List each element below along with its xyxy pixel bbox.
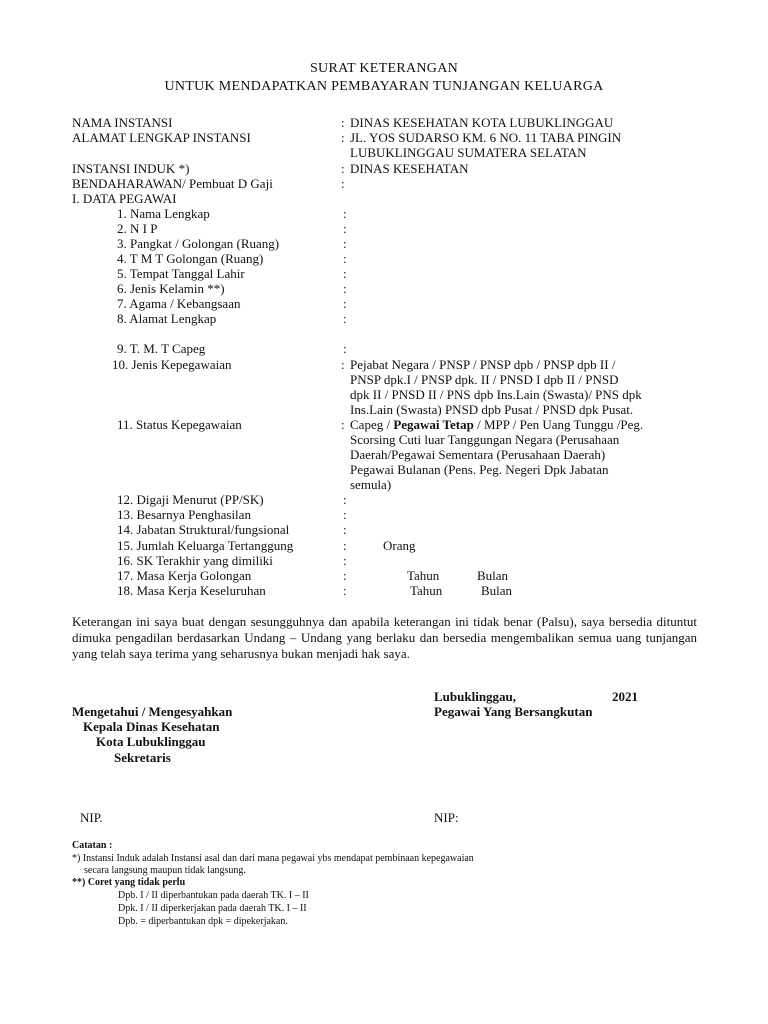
field-besarnya-penghasilan: 13. Besarnya Penghasilan — [117, 507, 251, 522]
field-jenis-kelamin: 6. Jenis Kelamin **) — [117, 281, 225, 296]
colon: : — [343, 583, 347, 598]
colon: : — [343, 206, 347, 221]
nip-right: NIP: — [434, 810, 459, 825]
field-tmt-golongan: 4. T M T Golongan (Ruang) — [117, 251, 264, 266]
doc-title: SURAT KETERANGAN — [309, 61, 459, 76]
colon: : — [341, 357, 345, 372]
colon: : — [343, 311, 347, 326]
field-digaji-menurut: 12. Digaji Menurut (PP/SK) — [117, 492, 264, 507]
colon: : — [343, 522, 347, 537]
colon: : — [343, 266, 347, 281]
colon: : — [343, 281, 347, 296]
jenis-kepegawaian-line3: dpk II / PNSD II / PNS dpb Ins.Lain (Swasta)/ PNS dpk — [350, 387, 642, 402]
field-ttl: 5. Tempat Tanggal Lahir — [117, 266, 245, 281]
value-nama-instansi: DINAS KESEHATAN KOTA LUBUKLINGGAU — [350, 115, 614, 130]
status-option-capeg: Capeg / — [350, 417, 394, 432]
signature-left-line3: Kota Lubuklinggau — [96, 734, 206, 749]
statement-paragraph: Keterangan ini saya buat dengan sesungguhnya dan apabila keterangan ini tidak benar (Palsu), saya bersedia dituntut dimuka pengadilan berdasarkan Undang – Undang yang berlaku dan bersedia mengembalikan semua uang tunjangan yang telah saya terima yang seharusnya bukan menjadi hak saya. — [72, 614, 697, 661]
value-alamat-line1: JL. YOS SUDARSO KM. 6 NO. 11 TABA PINGIN — [350, 130, 622, 145]
signature-left-line2: Kepala Dinas Kesehatan — [83, 719, 220, 734]
signature-left-line1: Mengetahui / Mengesyahkan — [72, 704, 233, 719]
colon: : — [341, 417, 345, 432]
colon: : — [343, 236, 347, 251]
value-alamat-line2: LUBUKLINGGAU SUMATERA SELATAN — [350, 145, 587, 160]
label-nama-instansi: NAMA INSTANSI — [72, 115, 173, 130]
jenis-kepegawaian-line4: Ins.Lain (Swasta) PNSD dpb Pusat / PNSD dpk Pusat. — [350, 402, 634, 417]
nip-left: NIP. — [80, 810, 103, 825]
colon: : — [343, 341, 347, 356]
status-kepegawaian-line1 — [350, 417, 643, 432]
section-data-pegawai: I. DATA PEGAWAI — [72, 191, 177, 206]
notes-item1: *) Instansi Induk adalah Instansi asal dan dari mana pegawai ybs mendapat pembinaan kepegawaian — [72, 853, 474, 864]
colon: : — [343, 507, 347, 522]
label-instansi-induk: INSTANSI INDUK *) — [72, 161, 190, 176]
label-bendaharawan: BENDAHARAWAN/ Pembuat D Gaji — [72, 176, 273, 191]
status-option-rest: / MPP / Pen Uang Tunggu /Peg. — [473, 417, 644, 432]
signature-right-line1: Pegawai Yang Bersangkutan — [434, 704, 593, 719]
notes-item5: Dpb. = diperbantukan dpk = dipekerjakan. — [118, 916, 288, 927]
status-option-pegawai-tetap: Pegawai Tetap — [393, 417, 474, 432]
unit-tahun: Tahun — [410, 583, 443, 598]
signature-left-line4: Sekretaris — [114, 750, 171, 765]
colon: : — [343, 492, 347, 507]
field-jumlah-keluarga: 15. Jumlah Keluarga Tertanggung — [117, 538, 294, 553]
notes-item2: **) Coret yang tidak perlu — [72, 877, 186, 888]
colon: : — [343, 568, 347, 583]
signature-year: 2021 — [612, 689, 638, 704]
colon: : — [341, 130, 345, 145]
notes-item3: Dpb. I / II diperbantukan pada daerah TK. I – II — [118, 890, 309, 901]
field-masa-kerja-golongan: 17. Masa Kerja Golongan — [117, 568, 252, 583]
colon: : — [343, 251, 347, 266]
colon: : — [343, 538, 347, 553]
jenis-kepegawaian-line1: Pejabat Negara / PNSP / PNSP dpb / PNSP dpb II / — [350, 357, 616, 372]
unit-orang: Orang — [383, 538, 416, 553]
signature-place: Lubuklinggau, — [434, 689, 517, 704]
field-jenis-kepegawaian: 10. Jenis Kepegawaian — [112, 357, 232, 372]
field-tmt-capeg: 9. T. M. T Capeg — [117, 341, 206, 356]
field-nip: 2. N I P — [117, 221, 158, 236]
status-kepegawaian-line5: semula) — [350, 477, 392, 492]
colon: : — [343, 221, 347, 236]
field-sk-terakhir: 16. SK Terakhir yang dimiliki — [117, 553, 273, 568]
value-instansi-induk: DINAS KESEHATAN — [350, 161, 469, 176]
jenis-kepegawaian-line2: PNSP dpk.I / PNSP dpk. II / PNSD I dpb II / PNSD — [350, 372, 619, 387]
status-kepegawaian-line2: Scorsing Cuti luar Tanggungan Negara (Perusahaan — [350, 432, 620, 447]
unit-bulan: Bulan — [477, 568, 509, 583]
colon: : — [343, 296, 347, 311]
field-masa-kerja-keseluruhan: 18. Masa Kerja Keseluruhan — [117, 583, 266, 598]
field-agama: 7. Agama / Kebangsaan — [117, 296, 241, 311]
field-pangkat: 3. Pangkat / Golongan (Ruang) — [117, 236, 280, 251]
colon: : — [341, 115, 345, 130]
doc-subtitle: UNTUK MENDAPATKAN PEMBAYARAN TUNJANGAN KELUARGA — [164, 79, 604, 94]
status-kepegawaian-line3: Daerah/Pegawai Sementara (Perusahaan Daerah) — [350, 447, 606, 462]
field-status-kepegawaian: 11. Status Kepegawaian — [117, 417, 242, 432]
field-jabatan: 14. Jabatan Struktural/fungsional — [117, 522, 290, 537]
label-alamat-instansi: ALAMAT LENGKAP INSTANSI — [72, 130, 251, 145]
unit-bulan: Bulan — [481, 583, 513, 598]
colon: : — [341, 161, 345, 176]
unit-tahun: Tahun — [407, 568, 440, 583]
colon: : — [341, 176, 345, 191]
notes-item4: Dpk. I / II diperkerjakan pada daerah TK. I – II — [118, 903, 307, 914]
notes-item1-cont: secara langsung maupun tidak langsung. — [84, 865, 246, 876]
field-alamat-lengkap: 8. Alamat Lengkap — [117, 311, 217, 326]
status-kepegawaian-line4: Pegawai Bulanan (Pens. Peg. Negeri Dpk Jabatan — [350, 462, 609, 477]
colon: : — [343, 553, 347, 568]
notes-title: Catatan : — [72, 840, 113, 851]
field-nama-lengkap: 1. Nama Lengkap — [117, 206, 210, 221]
